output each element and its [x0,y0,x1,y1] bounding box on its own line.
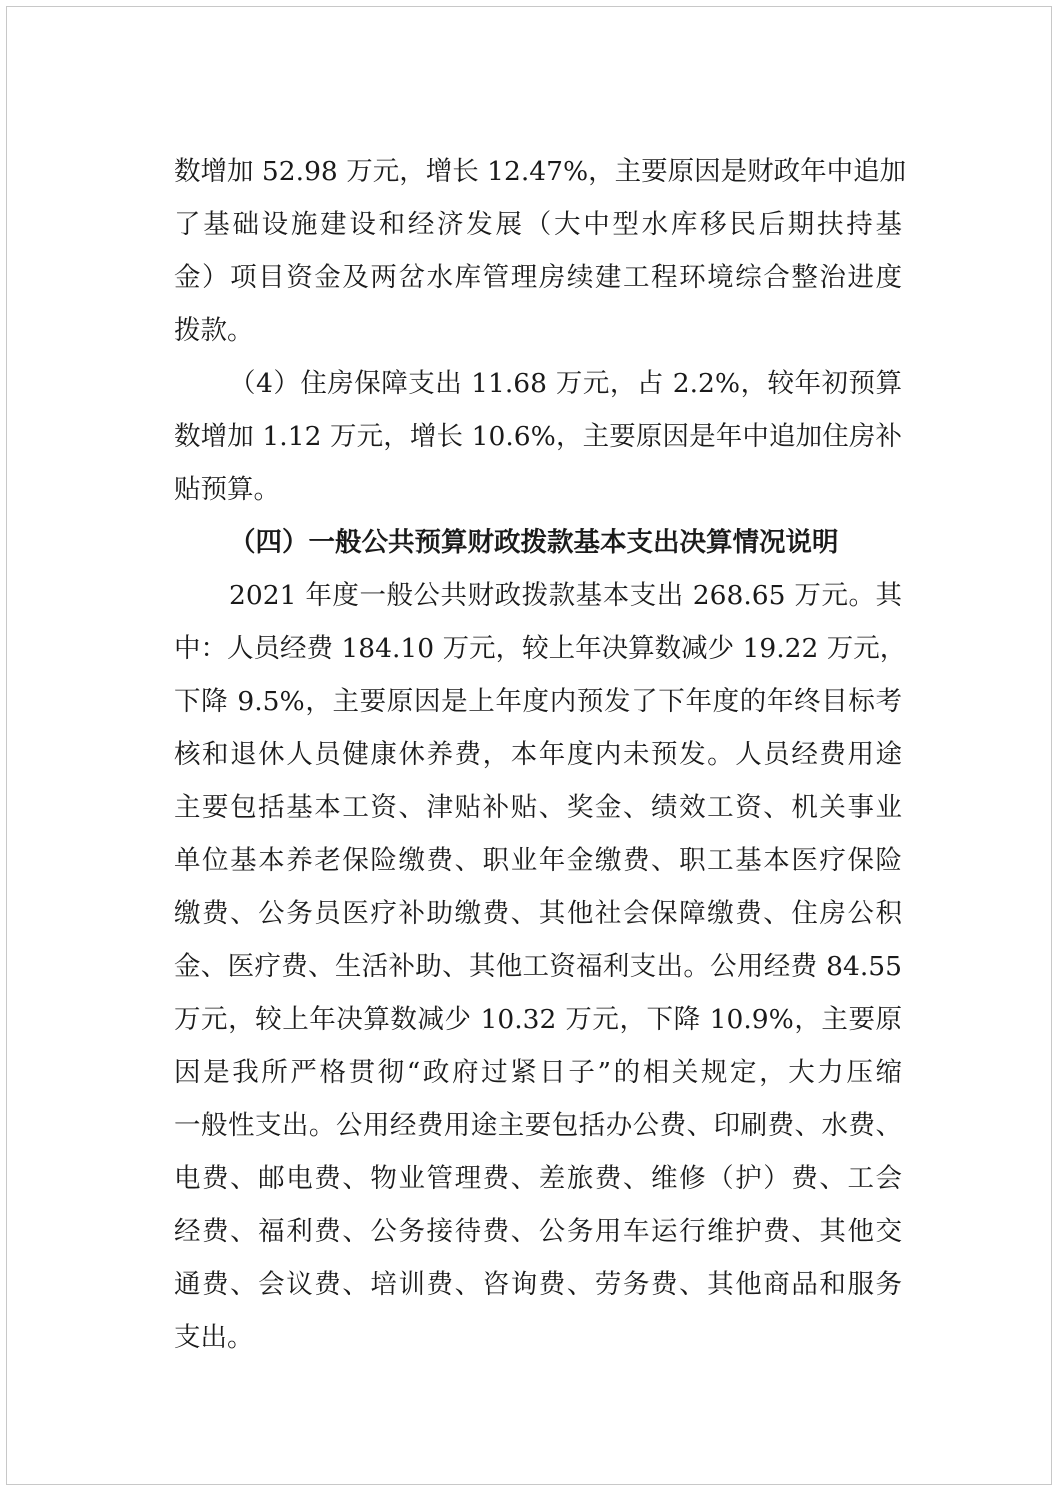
text-line: 因是我所严格贯彻“政府过紧日子”的相关规定，大力压缩 [174,1057,902,1088]
text-line: 数增加 52.98 万元，增长 12.47%，主要原因是财政年中追加 [174,156,907,187]
text-line: 金）项目资金及两岔水库管理房续建工程环境综合整治进度 [174,262,902,293]
text-line: 支出。 [174,1322,254,1353]
paragraph-housing [174,357,902,516]
page-body [174,145,907,1364]
text-line: 通费、会议费、培训费、咨询费、劳务费、其他商品和服务 [174,1269,902,1300]
text-line: 中：人员经费 184.10 万元，较上年决算数减少 19.22 万元， [174,633,907,664]
section-heading [174,516,902,569]
section-heading-text: （四）一般公共预算财政拨款基本支出决算情况说明 [229,527,839,558]
text-line: 主要包括基本工资、津贴补贴、奖金、绩效工资、机关事业 [174,792,902,823]
document-page [6,6,1052,1485]
text-line: 数增加 1.12 万元，增长 10.6%，主要原因是年中追加住房补 [174,421,902,452]
paragraph-basic-expenditure [174,569,907,1364]
text-line: 了基础设施建设和经济发展（大中型水库移民后期扶持基 [174,209,902,240]
text-line: 电费、邮电费、物业管理费、差旅费、维修（护）费、工会 [174,1163,902,1194]
text-line: 缴费、公务员医疗补助缴费、其他社会保障缴费、住房公积 [174,898,902,929]
text-line: 万元，较上年决算数减少 10.32 万元，下降 10.9%，主要原 [174,1004,902,1035]
paragraph-continued [174,145,907,357]
text-line: 贴预算。 [174,474,280,505]
text-line: 经费、福利费、公务接待费、公务用车运行维护费、其他交 [174,1216,902,1247]
text-line: 金、医疗费、生活补助、其他工资福利支出。公用经费 84.55 [174,951,902,982]
text-line: 下降 9.5%，主要原因是上年度内预发了下年度的年终目标考 [174,686,902,717]
text-line: 核和退休人员健康休养费，本年度内未预发。人员经费用途 [174,739,902,770]
text-line: （4）住房保障支出 11.68 万元，占 2.2%，较年初预算 [229,368,902,399]
text-line: 拨款。 [174,315,254,346]
text-line: 单位基本养老保险缴费、职业年金缴费、职工基本医疗保险 [174,845,902,876]
text-line: 2021 年度一般公共财政拨款基本支出 268.65 万元。其 [229,580,902,611]
text-line: 一般性支出。公用经费用途主要包括办公费、印刷费、水费、 [174,1110,902,1141]
